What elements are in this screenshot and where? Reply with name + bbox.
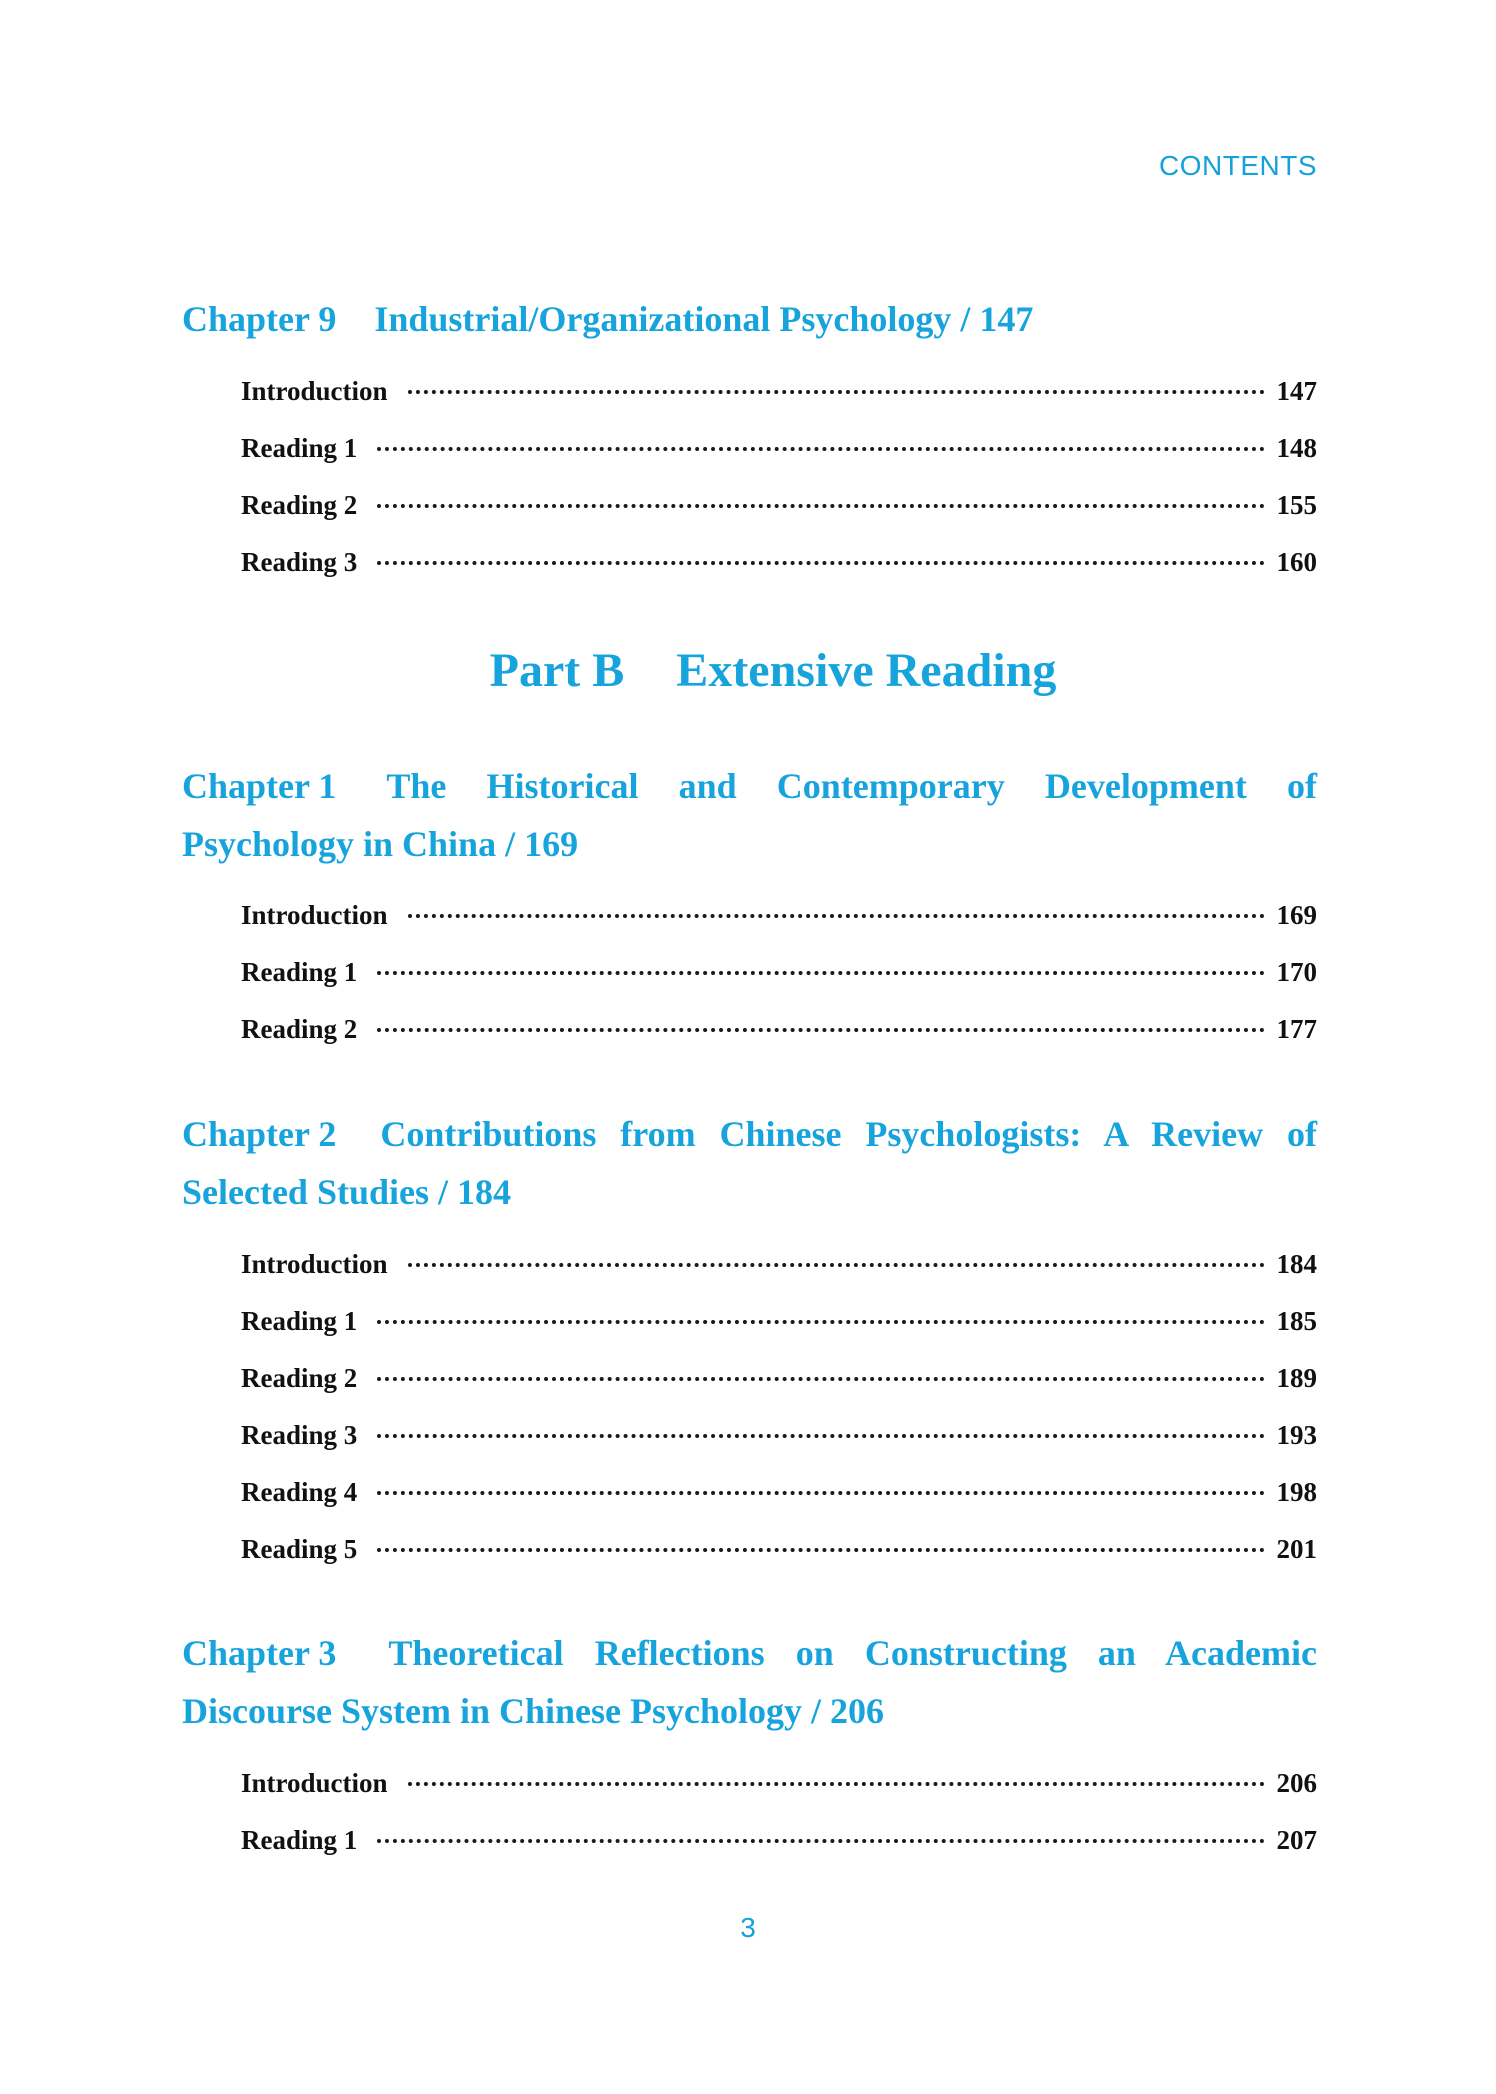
part-title: Extensive Reading bbox=[676, 644, 1057, 697]
entry-label: Reading 2 bbox=[241, 490, 358, 520]
part-number: Part B bbox=[489, 644, 625, 697]
toc-entry[interactable] bbox=[241, 957, 1317, 1014]
dot-leader bbox=[408, 914, 1265, 918]
chapter-1-entries bbox=[241, 900, 1317, 1071]
entry-label: Introduction bbox=[241, 900, 388, 930]
dot-leader bbox=[377, 1548, 1264, 1552]
toc-entry[interactable] bbox=[241, 490, 1317, 547]
chapter-9-heading[interactable] bbox=[182, 290, 1317, 348]
entry-label: Reading 1 bbox=[241, 433, 358, 463]
chapter-3-entries bbox=[241, 1768, 1317, 1882]
chapter-9-entries bbox=[241, 376, 1317, 604]
entry-label: Introduction bbox=[241, 1249, 388, 1279]
chapter-number: Chapter 1 bbox=[182, 766, 337, 806]
dot-leader bbox=[377, 1377, 1264, 1381]
dot-leader bbox=[377, 1491, 1264, 1495]
entry-label: Reading 1 bbox=[241, 1306, 358, 1336]
entry-label: Introduction bbox=[241, 1768, 388, 1798]
running-head: CONTENTS bbox=[1159, 150, 1317, 181]
toc-entry[interactable] bbox=[241, 547, 1317, 604]
toc-entry[interactable] bbox=[241, 1825, 1317, 1882]
dot-leader bbox=[377, 971, 1264, 975]
toc-entry[interactable] bbox=[241, 1534, 1317, 1591]
chapter-title-line1: Theoretical Reflections on Constructing an Academic bbox=[388, 1633, 1317, 1673]
toc-entry[interactable] bbox=[241, 1014, 1317, 1071]
chapter-title-line1: The Historical and Contemporary Development of bbox=[386, 766, 1317, 806]
toc-entry[interactable] bbox=[241, 900, 1317, 957]
entry-page: 185 bbox=[1276, 1306, 1317, 1336]
toc-entry[interactable] bbox=[241, 1768, 1317, 1825]
dot-leader bbox=[408, 390, 1265, 394]
dot-leader bbox=[377, 504, 1264, 508]
toc-entry[interactable] bbox=[241, 1249, 1317, 1306]
entry-label: Reading 2 bbox=[241, 1363, 358, 1393]
entry-page: 160 bbox=[1276, 547, 1317, 577]
entry-page: 170 bbox=[1276, 957, 1317, 987]
toc-entry[interactable] bbox=[241, 1306, 1317, 1363]
page-number: 3 bbox=[740, 1912, 756, 1943]
entry-label: Reading 4 bbox=[241, 1477, 358, 1507]
chapter-number: Chapter 3 bbox=[182, 1633, 337, 1673]
toc-entry[interactable] bbox=[241, 1363, 1317, 1420]
dot-leader bbox=[377, 1839, 1264, 1843]
toc-entry[interactable] bbox=[241, 376, 1317, 433]
entry-label: Reading 2 bbox=[241, 1014, 358, 1044]
entry-page: 147 bbox=[1276, 376, 1317, 406]
entry-page: 189 bbox=[1276, 1363, 1317, 1393]
entry-page: 201 bbox=[1276, 1534, 1317, 1564]
chapter-2-heading[interactable] bbox=[182, 1105, 1317, 1221]
entry-label: Reading 3 bbox=[241, 547, 358, 577]
chapter-title-line2: Discourse System in Chinese Psychology / 206 bbox=[182, 1691, 884, 1731]
entry-page: 148 bbox=[1276, 433, 1317, 463]
part-b-heading[interactable] bbox=[0, 641, 1496, 701]
entry-label: Reading 1 bbox=[241, 957, 358, 987]
toc-entry[interactable] bbox=[241, 433, 1317, 490]
entry-page: 206 bbox=[1276, 1768, 1317, 1798]
dot-leader bbox=[408, 1263, 1265, 1267]
chapter-title-line1: Contributions from Chinese Psychologists: A Review of bbox=[380, 1114, 1317, 1154]
chapter-title-line2: Psychology in China / 169 bbox=[182, 824, 579, 864]
chapter-3-heading[interactable] bbox=[182, 1624, 1317, 1740]
dot-leader bbox=[408, 1782, 1265, 1786]
chapter-1-heading[interactable] bbox=[182, 757, 1317, 873]
entry-page: 184 bbox=[1276, 1249, 1317, 1279]
chapter-2-entries bbox=[241, 1249, 1317, 1591]
entry-page: 177 bbox=[1276, 1014, 1317, 1044]
dot-leader bbox=[377, 561, 1264, 565]
entry-label: Reading 5 bbox=[241, 1534, 358, 1564]
toc-entry[interactable] bbox=[241, 1477, 1317, 1534]
dot-leader bbox=[377, 447, 1264, 451]
dot-leader bbox=[377, 1434, 1264, 1438]
dot-leader bbox=[377, 1320, 1264, 1324]
chapter-title: Industrial/Organizational Psychology / 147 bbox=[374, 299, 1034, 339]
chapter-number: Chapter 9 bbox=[182, 299, 337, 339]
dot-leader bbox=[377, 1028, 1264, 1032]
chapter-number: Chapter 2 bbox=[182, 1114, 337, 1154]
entry-page: 198 bbox=[1276, 1477, 1317, 1507]
chapter-title-line2: Selected Studies / 184 bbox=[182, 1172, 511, 1212]
entry-label: Reading 1 bbox=[241, 1825, 358, 1855]
entry-label: Introduction bbox=[241, 376, 388, 406]
entry-label: Reading 3 bbox=[241, 1420, 358, 1450]
toc-entry[interactable] bbox=[241, 1420, 1317, 1477]
entry-page: 155 bbox=[1276, 490, 1317, 520]
entry-page: 169 bbox=[1276, 900, 1317, 930]
entry-page: 207 bbox=[1276, 1825, 1317, 1855]
entry-page: 193 bbox=[1276, 1420, 1317, 1450]
